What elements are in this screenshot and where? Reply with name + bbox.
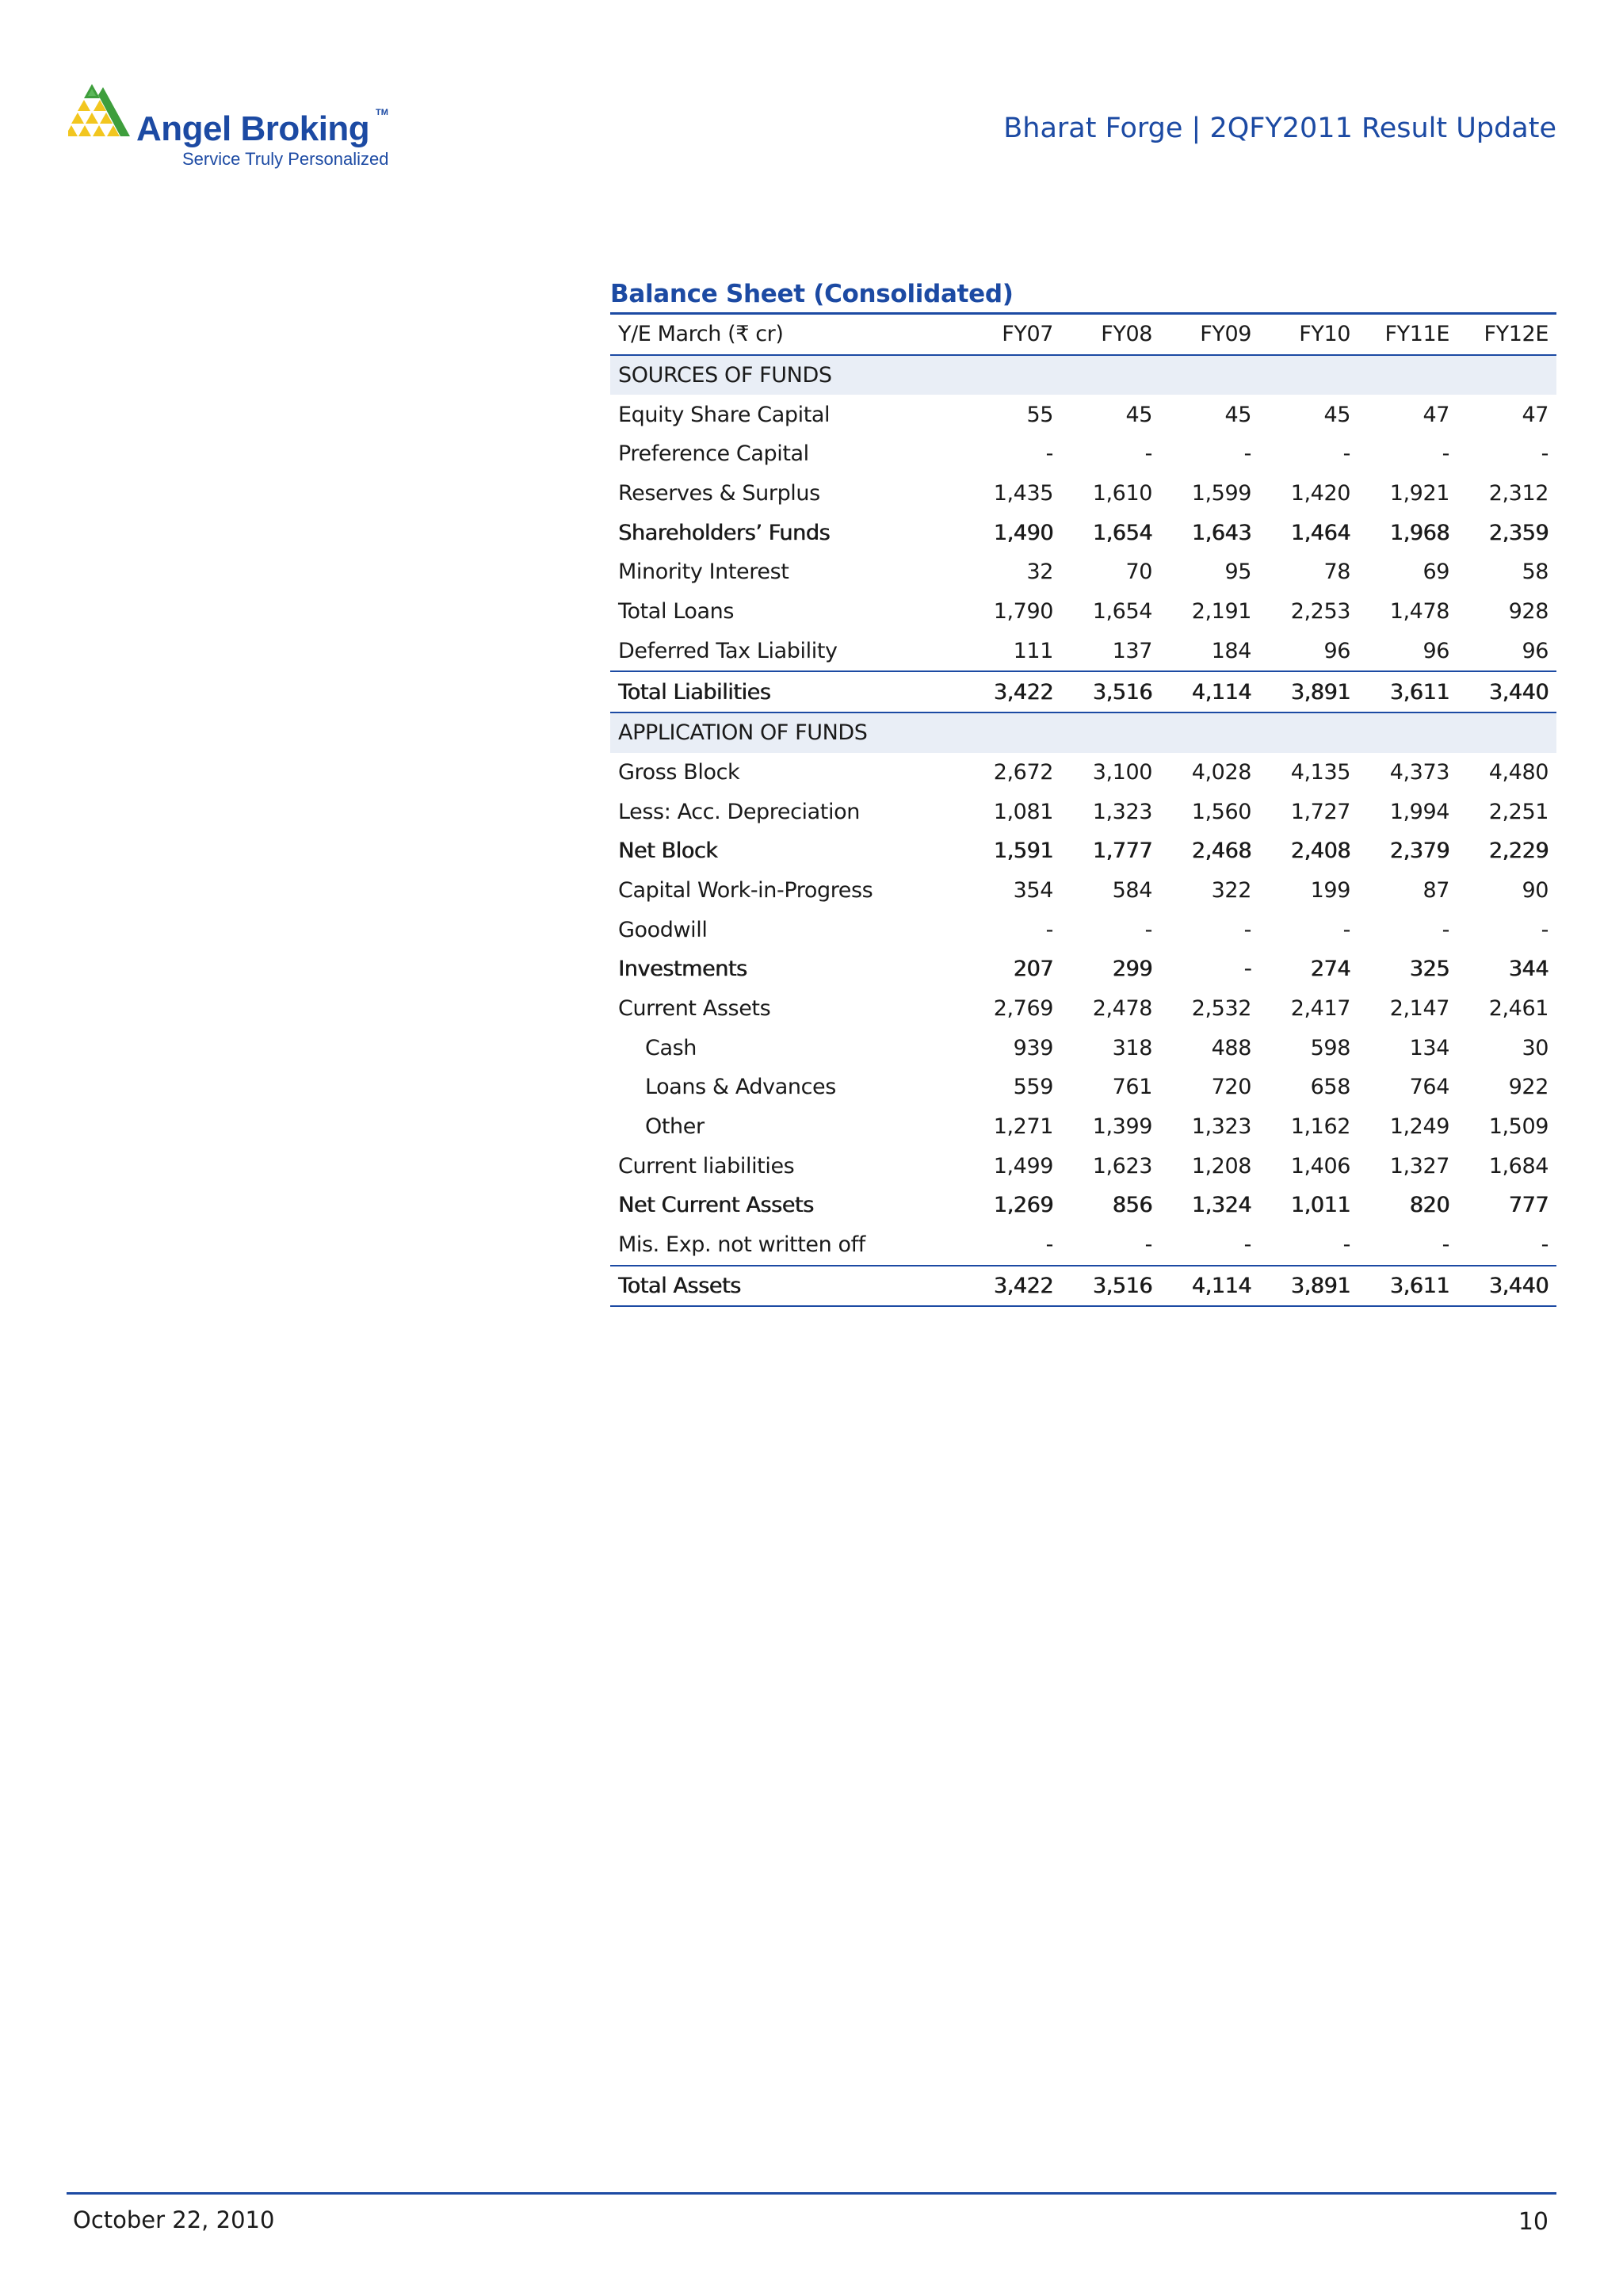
cell: 3,440 bbox=[1457, 671, 1556, 712]
cell: 1,464 bbox=[1290, 520, 1350, 545]
cell: 90 bbox=[1522, 877, 1549, 903]
cell: 2,191 bbox=[1191, 599, 1251, 625]
report-header-title: Bharat Forge | 2QFY2011 Result Update bbox=[1003, 113, 1556, 144]
cell: 1,271 bbox=[993, 1114, 1053, 1140]
column-header: Y/E March (₹ cr) bbox=[610, 314, 962, 355]
table-row bbox=[610, 592, 1556, 632]
table-body bbox=[610, 355, 1556, 1307]
cell: - bbox=[1342, 1232, 1350, 1258]
cell: 1,323 bbox=[1191, 1114, 1251, 1140]
brand-logo bbox=[68, 82, 409, 178]
cell: 96 bbox=[1323, 638, 1350, 663]
cell: 3,100 bbox=[1092, 759, 1152, 785]
cell: - bbox=[1144, 1232, 1152, 1258]
cell: 777 bbox=[1508, 1193, 1549, 1218]
table-row bbox=[610, 1186, 1556, 1225]
row-label: Minority Interest bbox=[618, 560, 789, 585]
cell: - bbox=[1243, 917, 1251, 942]
cell: 4,028 bbox=[1191, 759, 1251, 785]
cell: 2,312 bbox=[1488, 481, 1549, 506]
section-heading: APPLICATION OF FUNDS bbox=[610, 712, 1556, 753]
cell: 720 bbox=[1211, 1075, 1251, 1100]
cell: 488 bbox=[1211, 1035, 1251, 1060]
table-row bbox=[610, 1107, 1556, 1147]
footer-date: October 22, 2010 bbox=[73, 2206, 275, 2233]
cell: 184 bbox=[1211, 638, 1251, 663]
cell: 1,162 bbox=[1290, 1114, 1350, 1140]
cell: 1,011 bbox=[1290, 1193, 1350, 1218]
cell: 939 bbox=[1013, 1035, 1053, 1060]
cell: 1,324 bbox=[1191, 1193, 1251, 1218]
row-label: Current liabilities bbox=[618, 1153, 795, 1179]
cell: 3,891 bbox=[1259, 1266, 1358, 1307]
cell: 2,461 bbox=[1488, 996, 1549, 1022]
cell: 69 bbox=[1423, 560, 1449, 585]
cell: 658 bbox=[1310, 1075, 1350, 1100]
row-label: Other bbox=[645, 1114, 705, 1140]
row-label: Preference Capital bbox=[618, 441, 809, 467]
cell: 2,672 bbox=[993, 759, 1053, 785]
column-header: FY12E bbox=[1457, 314, 1556, 355]
cell: 1,790 bbox=[993, 599, 1053, 625]
table-row bbox=[610, 474, 1556, 514]
balance-sheet-section bbox=[610, 276, 1556, 1307]
cell: 199 bbox=[1310, 877, 1350, 903]
row-label: Total Assets bbox=[610, 1266, 962, 1307]
cell: 1,623 bbox=[1092, 1153, 1152, 1179]
cell: 928 bbox=[1508, 599, 1549, 625]
cell: 32 bbox=[1026, 560, 1053, 585]
cell: 4,114 bbox=[1160, 671, 1259, 712]
column-header: FY10 bbox=[1259, 314, 1358, 355]
cell: - bbox=[1342, 917, 1350, 942]
triangle-pyramid-logo-icon bbox=[68, 82, 139, 146]
cell: 1,591 bbox=[993, 839, 1053, 864]
cell: 45 bbox=[1323, 402, 1350, 427]
cell: 1,435 bbox=[993, 481, 1053, 506]
row-label: Gross Block bbox=[618, 759, 740, 785]
table-row bbox=[610, 513, 1556, 552]
row-label: Total Loans bbox=[618, 599, 735, 625]
row-label: Less: Acc. Depreciation bbox=[618, 799, 860, 824]
table-row bbox=[610, 753, 1556, 793]
cell: 1,654 bbox=[1092, 520, 1152, 545]
cell: 3,516 bbox=[1061, 671, 1160, 712]
row-label: Current Assets bbox=[618, 996, 771, 1022]
cell: 1,420 bbox=[1290, 481, 1350, 506]
footer-divider bbox=[67, 2192, 1556, 2195]
row-label: Net Block bbox=[618, 839, 718, 864]
cell: 1,490 bbox=[993, 520, 1053, 545]
row-label: Net Current Assets bbox=[618, 1193, 814, 1218]
row-label: Equity Share Capital bbox=[618, 402, 831, 427]
cell: 1,399 bbox=[1092, 1114, 1152, 1140]
cell: 1,599 bbox=[1191, 481, 1251, 506]
table-row bbox=[610, 1028, 1556, 1068]
cell: 1,327 bbox=[1389, 1153, 1449, 1179]
table-row bbox=[610, 1146, 1556, 1186]
cell: 2,408 bbox=[1290, 839, 1350, 864]
cell: - bbox=[1442, 441, 1449, 467]
cell: 87 bbox=[1423, 877, 1449, 903]
cell: - bbox=[1541, 441, 1549, 467]
row-label: Investments bbox=[618, 957, 747, 982]
cell: 207 bbox=[1013, 957, 1053, 982]
column-header: FY08 bbox=[1061, 314, 1160, 355]
cell: 3,422 bbox=[962, 671, 1061, 712]
cell: 1,654 bbox=[1092, 599, 1152, 625]
cell: - bbox=[1045, 441, 1053, 467]
cell: 325 bbox=[1409, 957, 1449, 982]
cell: 47 bbox=[1522, 402, 1549, 427]
table-row bbox=[610, 434, 1556, 474]
row-label: Shareholders’ Funds bbox=[618, 520, 831, 545]
cell: 922 bbox=[1508, 1075, 1549, 1100]
cell: 2,417 bbox=[1290, 996, 1350, 1022]
cell: 1,994 bbox=[1389, 799, 1449, 824]
row-label: Deferred Tax Liability bbox=[618, 638, 838, 663]
cell: - bbox=[1342, 441, 1350, 467]
cell: 4,114 bbox=[1160, 1266, 1259, 1307]
table-row bbox=[610, 632, 1556, 672]
table-row bbox=[610, 949, 1556, 989]
section-heading-row bbox=[610, 355, 1556, 395]
table-row bbox=[610, 1068, 1556, 1107]
cell: - bbox=[1243, 1232, 1251, 1258]
cell: 318 bbox=[1112, 1035, 1152, 1060]
column-header: FY07 bbox=[962, 314, 1061, 355]
cell: - bbox=[1144, 917, 1152, 942]
cell: 761 bbox=[1112, 1075, 1152, 1100]
cell: 30 bbox=[1522, 1035, 1549, 1060]
page-number: 10 bbox=[1518, 2208, 1549, 2236]
cell: 70 bbox=[1125, 560, 1152, 585]
cell: - bbox=[1243, 441, 1251, 467]
row-label: Mis. Exp. not written off bbox=[618, 1232, 865, 1258]
cell: 1,610 bbox=[1092, 481, 1152, 506]
cell: 1,249 bbox=[1389, 1114, 1449, 1140]
table-row bbox=[610, 989, 1556, 1029]
cell: 584 bbox=[1112, 877, 1152, 903]
cell: 3,611 bbox=[1358, 1266, 1457, 1307]
cell: 344 bbox=[1508, 957, 1549, 982]
cell: 2,251 bbox=[1488, 799, 1549, 824]
section-heading-row bbox=[610, 712, 1556, 753]
cell: 45 bbox=[1224, 402, 1251, 427]
brand-tagline: Service Truly Personalized bbox=[182, 149, 389, 169]
cell: 4,135 bbox=[1290, 759, 1350, 785]
cell: - bbox=[1144, 441, 1152, 467]
table-row bbox=[610, 395, 1556, 434]
row-label: Cash bbox=[645, 1035, 697, 1060]
cell: 111 bbox=[1013, 638, 1053, 663]
cell: 2,359 bbox=[1488, 520, 1549, 545]
cell: 55 bbox=[1026, 402, 1053, 427]
cell: 1,777 bbox=[1092, 839, 1152, 864]
cell: 96 bbox=[1522, 638, 1549, 663]
table-row bbox=[610, 1225, 1556, 1266]
cell: 2,532 bbox=[1191, 996, 1251, 1022]
table-row bbox=[610, 792, 1556, 831]
row-label: Total Liabilities bbox=[610, 671, 962, 712]
cell: 134 bbox=[1409, 1035, 1449, 1060]
table-header-row bbox=[610, 314, 1556, 355]
cell: 299 bbox=[1112, 957, 1152, 982]
cell: 856 bbox=[1112, 1193, 1152, 1218]
cell: 322 bbox=[1211, 877, 1251, 903]
cell: 1,684 bbox=[1488, 1153, 1549, 1179]
cell: 1,921 bbox=[1389, 481, 1449, 506]
cell: - bbox=[1243, 957, 1251, 982]
column-header: FY09 bbox=[1160, 314, 1259, 355]
cell: 3,611 bbox=[1358, 671, 1457, 712]
cell: 1,269 bbox=[993, 1193, 1053, 1218]
cell: 2,253 bbox=[1290, 599, 1350, 625]
cell: 3,891 bbox=[1259, 671, 1358, 712]
cell: 2,769 bbox=[993, 996, 1053, 1022]
cell: 2,229 bbox=[1488, 839, 1549, 864]
cell: 96 bbox=[1423, 638, 1449, 663]
cell: 45 bbox=[1125, 402, 1152, 427]
row-label: Capital Work-in-Progress bbox=[618, 877, 873, 903]
cell: - bbox=[1541, 917, 1549, 942]
cell: 1,499 bbox=[993, 1153, 1053, 1179]
cell: 1,081 bbox=[993, 799, 1053, 824]
cell: 1,406 bbox=[1290, 1153, 1350, 1179]
row-label: Reserves & Surplus bbox=[618, 481, 820, 506]
cell: 598 bbox=[1310, 1035, 1350, 1060]
cell: - bbox=[1045, 1232, 1053, 1258]
table-row bbox=[610, 552, 1556, 592]
cell: 137 bbox=[1112, 638, 1152, 663]
cell: 3,516 bbox=[1061, 1266, 1160, 1307]
cell: 1,323 bbox=[1092, 799, 1152, 824]
cell: - bbox=[1442, 917, 1449, 942]
total-liabilities-row bbox=[610, 671, 1556, 712]
cell: 559 bbox=[1013, 1075, 1053, 1100]
cell: - bbox=[1442, 1232, 1449, 1258]
cell: 2,379 bbox=[1389, 839, 1449, 864]
cell: 2,147 bbox=[1389, 996, 1449, 1022]
cell: 2,468 bbox=[1191, 839, 1251, 864]
cell: 47 bbox=[1423, 402, 1449, 427]
cell: 58 bbox=[1522, 560, 1549, 585]
cell: 1,208 bbox=[1191, 1153, 1251, 1179]
table-row bbox=[610, 910, 1556, 949]
row-label: Goodwill bbox=[618, 917, 708, 942]
table-row bbox=[610, 871, 1556, 911]
cell: 1,727 bbox=[1290, 799, 1350, 824]
brand-trademark: TM bbox=[376, 108, 388, 117]
cell: 78 bbox=[1323, 560, 1350, 585]
balance-sheet-table bbox=[610, 312, 1556, 1307]
cell: 1,509 bbox=[1488, 1114, 1549, 1140]
cell: 1,643 bbox=[1191, 520, 1251, 545]
cell: 2,478 bbox=[1092, 996, 1152, 1022]
cell: 1,560 bbox=[1191, 799, 1251, 824]
cell: 3,422 bbox=[962, 1266, 1061, 1307]
cell: 95 bbox=[1224, 560, 1251, 585]
section-heading: SOURCES OF FUNDS bbox=[610, 355, 1556, 395]
cell: 354 bbox=[1013, 877, 1053, 903]
cell: 274 bbox=[1310, 957, 1350, 982]
cell: 820 bbox=[1409, 1193, 1449, 1218]
cell: 1,968 bbox=[1389, 520, 1449, 545]
cell: - bbox=[1541, 1232, 1549, 1258]
cell: 764 bbox=[1409, 1075, 1449, 1100]
brand-name: Angel Broking bbox=[136, 109, 370, 148]
cell: 1,478 bbox=[1389, 599, 1449, 625]
table-title: Balance Sheet (Consolidated) bbox=[610, 280, 1014, 308]
table-row bbox=[610, 831, 1556, 871]
cell: 4,373 bbox=[1389, 759, 1449, 785]
column-header: FY11E bbox=[1358, 314, 1457, 355]
row-label: Loans & Advances bbox=[645, 1075, 836, 1100]
cell: - bbox=[1045, 917, 1053, 942]
cell: 3,440 bbox=[1457, 1266, 1556, 1307]
cell: 4,480 bbox=[1488, 759, 1549, 785]
total-assets-row bbox=[610, 1266, 1556, 1307]
